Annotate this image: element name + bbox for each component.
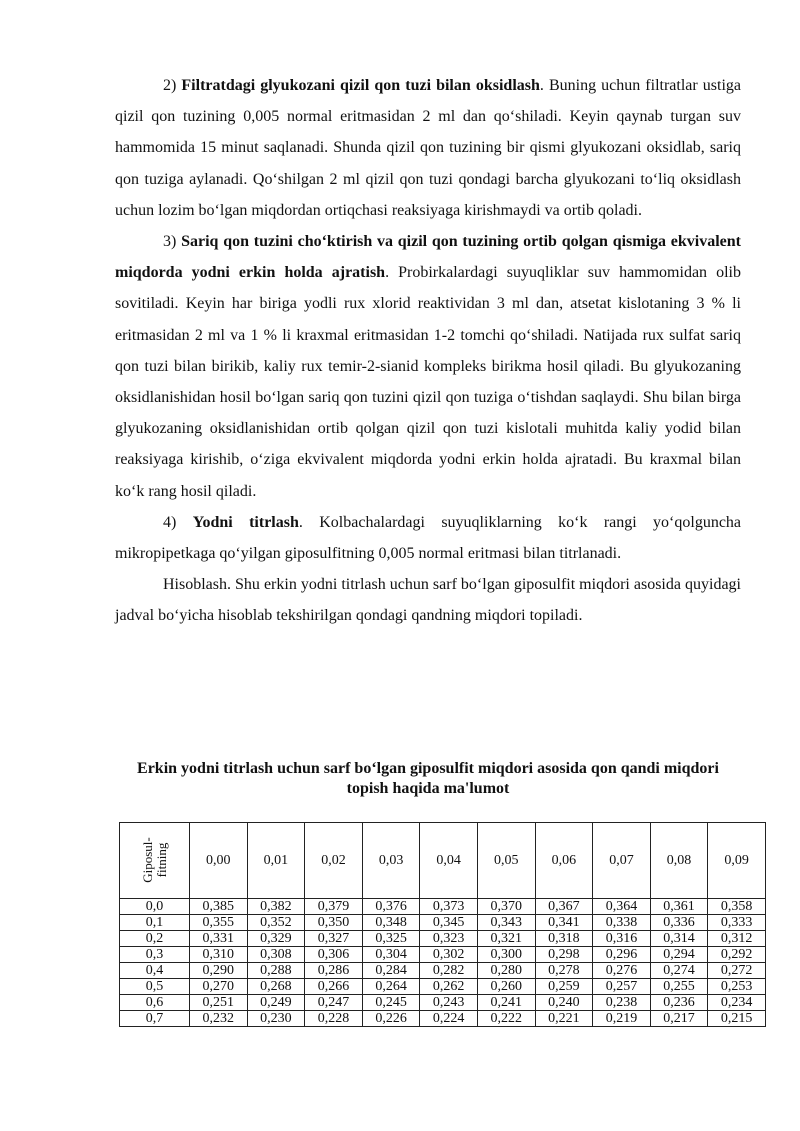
table-cell: 0,282: [420, 963, 478, 979]
table-cell: 0,358: [708, 899, 766, 915]
step-text: . Kolbachalardagi suyuqliklarning ko‘k rangi yo‘qolguncha mikropipetkaga qo‘yilgan giposulfitning 0,005 normal eritmasi bilan titrlanadi.: [115, 513, 742, 563]
row-label: 0,3: [120, 947, 190, 963]
table-row: [120, 979, 766, 995]
table-cell: 0,325: [362, 931, 420, 947]
table-cell: 0,253: [708, 979, 766, 995]
row-label: 0,2: [120, 931, 190, 947]
table-cell: 0,266: [305, 979, 363, 995]
table-cell: 0,290: [190, 963, 248, 979]
row-label: 0,5: [120, 979, 190, 995]
table-cell: 0,341: [535, 915, 593, 931]
table-cell: 0,234: [708, 995, 766, 1011]
table-cell: 0,245: [362, 995, 420, 1011]
paragraph-calculation: Hisoblash. Shu erkin yodni titrlash uchun sarf bo‘lgan giposulfit miqdori asosida quyidagi jadval bo‘yicha hisoblab tekshirilgan qondagi qandning miqdori topiladi.: [115, 576, 741, 625]
table-cell: 0,249: [247, 995, 305, 1011]
table-cell: 0,280: [477, 963, 535, 979]
table-cell: 0,296: [593, 947, 651, 963]
table-cell: 0,308: [247, 947, 305, 963]
table-cell: 0,260: [477, 979, 535, 995]
column-header: 0,03: [362, 823, 420, 899]
table-cell: 0,312: [708, 931, 766, 947]
table-cell: 0,302: [420, 947, 478, 963]
table-title: Erkin yodni titrlash uchun sarf bo‘lgan giposulfit miqdori asosida qon qandi miqdori topish haqida ma'lumot: [137, 760, 719, 797]
table-cell: 0,361: [650, 899, 708, 915]
table-cell: 0,268: [247, 979, 305, 995]
table-cell: 0,348: [362, 915, 420, 931]
table-cell: 0,304: [362, 947, 420, 963]
table-row: [120, 1011, 766, 1027]
column-header: 0,09: [708, 823, 766, 899]
table-cell: 0,272: [708, 963, 766, 979]
paragraph-step-4: [115, 507, 741, 569]
table-cell: 0,329: [247, 931, 305, 947]
column-header: 0,00: [190, 823, 248, 899]
table-cell: 0,236: [650, 995, 708, 1011]
table-cell: 0,224: [420, 1011, 478, 1027]
table-cell: 0,276: [593, 963, 651, 979]
table-cell: 0,364: [593, 899, 651, 915]
table-row: [120, 995, 766, 1011]
table-cell: 0,215: [708, 1011, 766, 1027]
table-row: [120, 899, 766, 915]
step-text: . Buning uchun filtratlar ustiga qizil qon tuzining 0,005 normal eritmasidan 2 ml dan qo‘shiladi. Keyin qaynab turgan suv hammomida 15 minut saqlanadi. Shunda qizil qon tuzining bir qismi glyukozani oksidlab, sariq qon tuziga aylanadi. Qo‘shilgan 2 ml qizil qon tuzi qondagi barcha glyukozani to‘liq oksidlash uchun lozim bo‘lgan miqdordan ortiqchasi reaksiyaga kirishmaydi va ortib qoladi.: [115, 77, 742, 219]
step-text: . Probirkalardagi suyuqliklar suv hammomidan olib sovitiladi. Keyin har biriga yodli rux xlorid reaktividan 3 ml dan, atsetat kislotaning 3 % li eritmasidan 2 ml va 1 % li kraxmal eritmasidan 1-2 tomchi qo‘shiladi. Natijada rux sulfat sariq qon tuzi bilan birikib, kaliy rux temir-2-sianid kompleks birikma hosil qiladi. Bu glyukozaning oksidlanishidan hosil bo‘lgan sariq qon tuzini qizil qon tuziga o‘tishdan saqlaydi. Shu bilan birga glyukozaning oksidlanishidan ortib qolgan qizil qon tuzi kislotali muhitda kaliy yodid bilan reaksiyaga kirishib, o‘ziga ekvivalent miqdorda yodni erkin holda ajratadi. Bu kraxmal bilan ko‘k rang hosil qiladi.: [115, 264, 741, 500]
table-cell: 0,385: [190, 899, 248, 915]
row-label: 0,1: [120, 915, 190, 931]
table-cell: 0,228: [305, 1011, 363, 1027]
table-cell: 0,238: [593, 995, 651, 1011]
step-heading: Sariq qon tuzini cho‘ktirish va qizil qon tuzining ortib qolgan qismiga ekvivalent miqdorda yodni erkin holda ajratish: [115, 233, 742, 282]
table-cell: 0,278: [535, 963, 593, 979]
table-cell: 0,300: [477, 947, 535, 963]
table-cell: 0,321: [477, 931, 535, 947]
table-cell: 0,240: [535, 995, 593, 1011]
table-cell: 0,316: [593, 931, 651, 947]
row-label: 0,4: [120, 963, 190, 979]
table-cell: 0,222: [477, 1011, 535, 1027]
table-cell: 0,221: [535, 1011, 593, 1027]
table-cell: 0,318: [535, 931, 593, 947]
table-cell: 0,310: [190, 947, 248, 963]
table-cell: 0,314: [650, 931, 708, 947]
row-label: 0,0: [120, 899, 190, 915]
table-body: [120, 899, 766, 1027]
step-heading: Filtratdagi glyukozani qizil qon tuzi bilan oksidlash: [181, 77, 540, 94]
table-cell: 0,343: [477, 915, 535, 931]
table-header-row: [120, 823, 766, 899]
table-cell: 0,323: [420, 931, 478, 947]
table-cell: 0,333: [708, 915, 766, 931]
glucose-table: [119, 822, 766, 1027]
table-cell: 0,331: [190, 931, 248, 947]
table-cell: 0,338: [593, 915, 651, 931]
body-text: [115, 70, 741, 632]
table-cell: 0,251: [190, 995, 248, 1011]
table-cell: 0,230: [247, 1011, 305, 1027]
table-cell: 0,241: [477, 995, 535, 1011]
step-heading: Yodni titrlash: [192, 513, 299, 531]
table-row: [120, 963, 766, 979]
table-cell: 0,247: [305, 995, 363, 1011]
column-header: 0,05: [477, 823, 535, 899]
table-cell: 0,350: [305, 915, 363, 931]
table-cell: 0,284: [362, 963, 420, 979]
table-cell: 0,288: [247, 963, 305, 979]
table-cell: 0,382: [247, 899, 305, 915]
paragraph-step-3: [115, 226, 741, 507]
table-cell: 0,327: [305, 931, 363, 947]
column-header: 0,04: [420, 823, 478, 899]
table-cell: 0,219: [593, 1011, 651, 1027]
corner-header: [120, 823, 190, 899]
table-cell: 0,243: [420, 995, 478, 1011]
table-row: [120, 915, 766, 931]
table-cell: 0,345: [420, 915, 478, 931]
table-cell: 0,257: [593, 979, 651, 995]
table-row: [120, 931, 766, 947]
table-cell: 0,355: [190, 915, 248, 931]
row-label: 0,7: [120, 1011, 190, 1027]
table-cell: 0,379: [305, 899, 363, 915]
table-cell: 0,286: [305, 963, 363, 979]
step-number: 4): [163, 513, 193, 531]
table-row: [120, 947, 766, 963]
table-cell: 0,294: [650, 947, 708, 963]
table-cell: 0,226: [362, 1011, 420, 1027]
step-number: 2): [163, 77, 182, 94]
table-cell: 0,367: [535, 899, 593, 915]
column-header: 0,01: [247, 823, 305, 899]
table-cell: 0,255: [650, 979, 708, 995]
table-cell: 0,270: [190, 979, 248, 995]
table-cell: 0,292: [708, 947, 766, 963]
step-number: 3): [163, 233, 182, 251]
column-header: 0,07: [593, 823, 651, 899]
column-header: 0,02: [305, 823, 363, 899]
table-cell: 0,336: [650, 915, 708, 931]
column-header: 0,06: [535, 823, 593, 899]
table-cell: 0,373: [420, 899, 478, 915]
corner-label-line2: fitning: [153, 842, 169, 878]
table-cell: 0,264: [362, 979, 420, 995]
table-cell: 0,306: [305, 947, 363, 963]
corner-label-line1: Giposul-: [139, 837, 155, 883]
paragraph-step-2: [115, 70, 741, 226]
table-cell: 0,262: [420, 979, 478, 995]
table-cell: 0,352: [247, 915, 305, 931]
row-label: 0,6: [120, 995, 190, 1011]
table-cell: 0,232: [190, 1011, 248, 1027]
table-cell: 0,259: [535, 979, 593, 995]
table-cell: 0,298: [535, 947, 593, 963]
table-cell: 0,217: [650, 1011, 708, 1027]
column-header: 0,08: [650, 823, 708, 899]
table-cell: 0,274: [650, 963, 708, 979]
table-cell: 0,376: [362, 899, 420, 915]
table-cell: 0,370: [477, 899, 535, 915]
